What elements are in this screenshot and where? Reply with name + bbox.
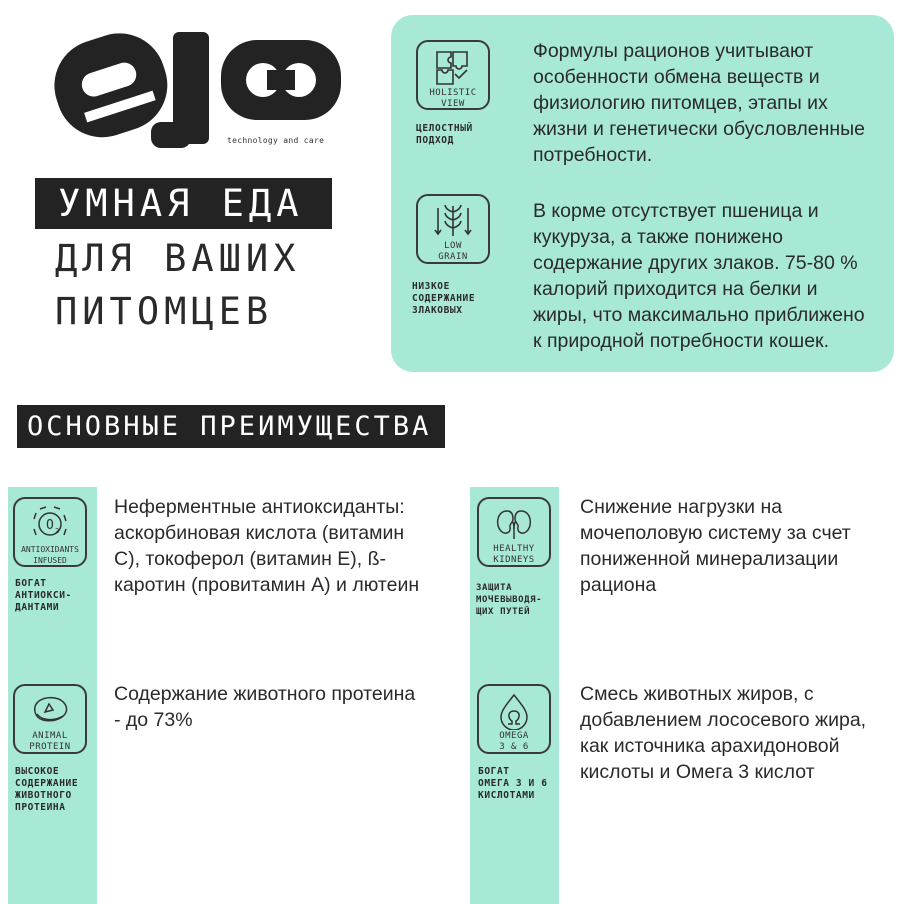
brand-tagline: technology and care (227, 136, 325, 145)
omega-caption: БОГАТ ОМЕГА 3 И 6 КИСЛОТАМИ (478, 766, 548, 801)
animal-protein-caption: ВЫСОКОЕ СОДЕРЖАНИЕ ЖИВОТНОГО ПРОТЕИНА (15, 766, 79, 813)
kidneys-icon (493, 505, 535, 543)
healthy-kidneys-badge (477, 497, 551, 567)
low-grain-caption: НИЗКОЕ СОДЕРЖАНИЕ ЗЛАКОВЫХ (412, 281, 476, 316)
holistic-view-badge (416, 40, 490, 110)
meat-icon (29, 692, 71, 728)
holistic-text: Формулы рационов учитывают особенности обмена веществ и физиологию питомцев, этапы их жизни и генетически обусловленные потребности. (533, 40, 866, 166)
grain-icon (433, 202, 473, 240)
kidneys-text: Снижение нагрузки на мочеполовую систему за счет пониженной минерализации рациона (580, 496, 851, 596)
low-grain-text: В корме отсутствует пшеница и кукуруза, а также понижено содержание других злаков. 75-80 % калорий приходится на белки и жиры, что максимально приближено к природной потребности кошек. (533, 200, 865, 352)
antioxidants-caption: БОГАТ АНТИОКСИ- ДАНТАМИ (15, 578, 72, 613)
svg-text:O: O (46, 518, 54, 533)
antioxidants-badge (13, 497, 87, 567)
holistic-caption: ЦЕЛОСТНЫЙ ПОДХОД (416, 123, 473, 146)
o2-icon (30, 505, 70, 543)
svg-text:2: 2 (55, 527, 60, 535)
animal-protein-badge (13, 684, 87, 754)
kidneys-caption: ЗАЩИТА МОЧЕВЫВОДЯ- ЩИХ ПУТЕЙ (476, 583, 543, 617)
low-grain-badge-text: LOW GRAIN (438, 241, 468, 262)
headline-line-1: УМНАЯ ЕДА (58, 182, 304, 225)
kidneys-badge-text: HEALTHY KIDNEYS (493, 544, 535, 565)
omega-badge-text: OMEGA 3 & 6 (499, 731, 529, 752)
headline-line-3: ПИТОМЦЕВ (55, 290, 274, 333)
holistic-badge-text: HOLISTIC VIEW (429, 88, 477, 109)
animal-protein-text: Содержание животного протеина - до 73% (114, 683, 416, 731)
puzzle-icon (433, 48, 473, 88)
animal-protein-badge-text: ANIMAL PROTEIN (29, 731, 71, 752)
omega-text: Смесь животных жиров, с добавлением лососевого жира, как источника арахидоновой кислоты и Омега 3 кислот (580, 683, 867, 783)
omega-drop-icon (494, 692, 534, 730)
headline-line-2: ДЛЯ ВАШИХ (55, 237, 301, 280)
omega-badge (477, 684, 551, 754)
brand-logo (45, 10, 345, 160)
antioxidants-text: Неферментные антиоксиданты: аскорбиновая кислота (витамин С), токоферол (витамин Е), ß-каротин (провитамин А) и лютеин (114, 496, 420, 596)
section-title: ОСНОВНЫЕ ПРЕИМУЩЕСТВА (27, 411, 432, 442)
low-grain-badge (416, 194, 490, 264)
antioxidants-badge-text: ANTIOXIDANTS INFUSED (21, 545, 79, 565)
